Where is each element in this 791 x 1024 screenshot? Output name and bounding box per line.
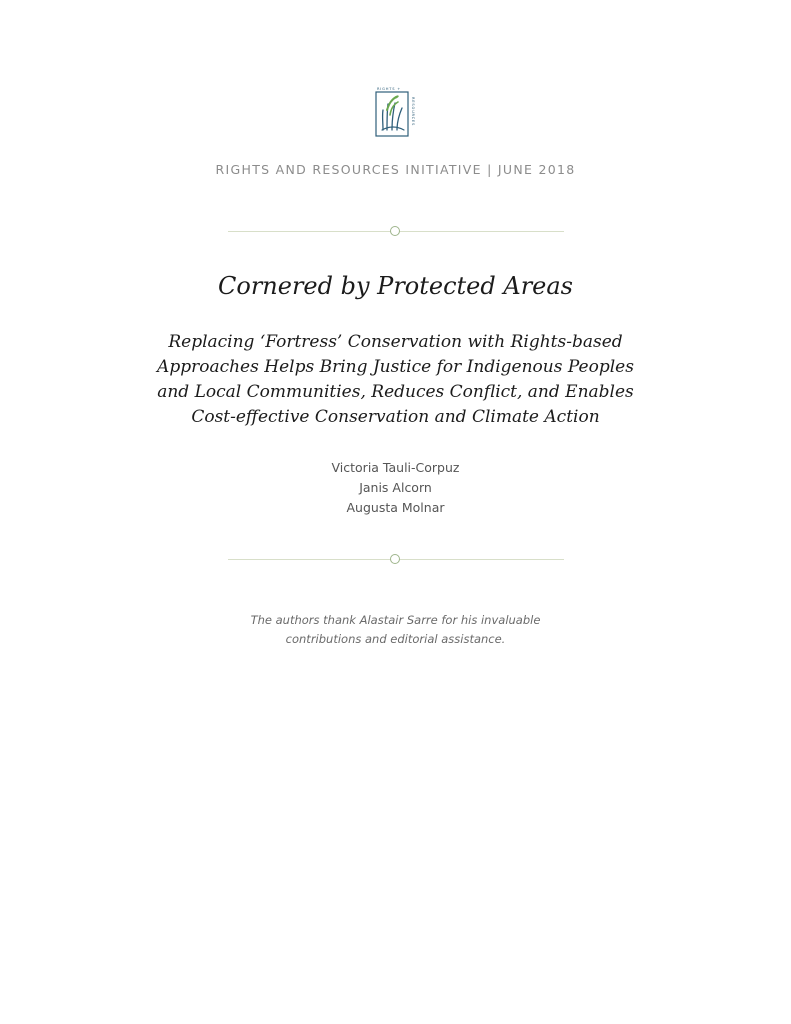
- subtitle-line: Replacing ‘Fortress’ Conservation with Rights-based: [168, 332, 623, 352]
- publisher-and-date: RIGHTS AND RESOURCES INITIATIVE | JUNE 2018: [215, 162, 576, 177]
- acknowledgement-line: contributions and editorial assistance.: [285, 632, 506, 646]
- logo-text-side: RESOURCES: [411, 97, 415, 127]
- section-divider-top: [228, 226, 564, 236]
- section-divider-bottom: [228, 554, 564, 564]
- rights-resources-logo: [369, 86, 421, 138]
- divider-ring-icon: [390, 226, 400, 236]
- author-name: Augusta Molnar: [346, 500, 445, 515]
- author-list: [0, 458, 791, 518]
- author-name: Janis Alcorn: [359, 480, 432, 495]
- logo-text-top: RIGHTS +: [377, 87, 402, 91]
- subtitle-line: Cost-effective Conservation and Climate Action: [191, 407, 600, 427]
- acknowledgement-line: The authors thank Alastair Sarre for his invaluable: [250, 613, 541, 627]
- divider-ring-icon: [390, 554, 400, 564]
- author-name: Victoria Tauli-Corpuz: [331, 460, 460, 475]
- report-subtitle: [140, 330, 651, 430]
- subtitle-line: Approaches Helps Bring Justice for Indigenous Peoples: [157, 357, 634, 377]
- report-title: Cornered by Protected Areas: [218, 272, 573, 300]
- subtitle-line: and Local Communities, Reduces Conflict, and Enables: [157, 382, 634, 402]
- acknowledgement: [0, 611, 791, 649]
